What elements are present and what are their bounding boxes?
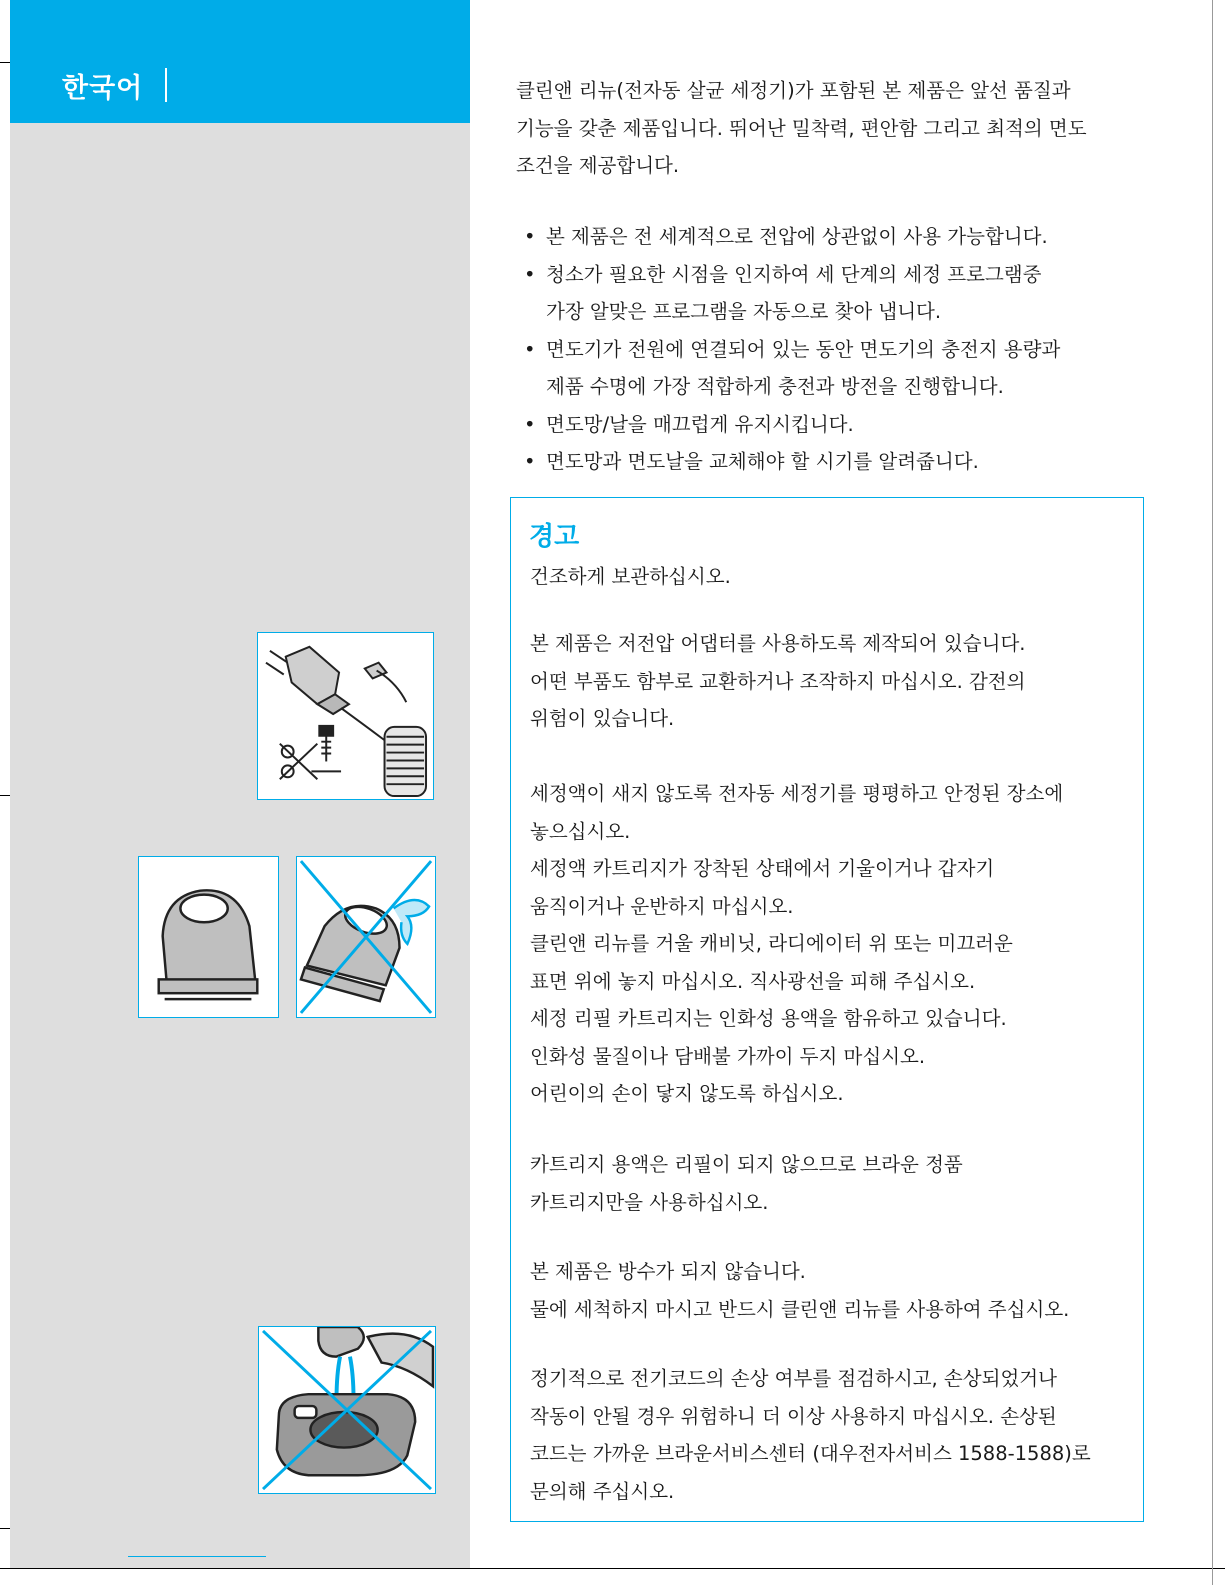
warning-line: 정기적으로 전기코드의 손상 여부를 점검하시고, 손상되었거나 <box>530 1367 1057 1390</box>
cleaning-station-icon <box>139 857 278 1017</box>
no-water-rinse-illustration <box>258 1326 436 1494</box>
crop-mark <box>0 1528 10 1529</box>
warning-line: 놓으십시오. <box>530 819 631 843</box>
water-rinse-icon <box>259 1327 435 1493</box>
feature-text: 제품 수명에 가장 적합하게 충전과 방전을 진행합니다. <box>546 375 1004 398</box>
warning-paragraph <box>530 1253 1135 1328</box>
warning-line: 표면 위에 놓지 마십시오. 직사광선을 피해 주십시오. <box>530 969 976 993</box>
crop-mark <box>0 62 10 63</box>
warning-paragraph <box>530 1360 1135 1510</box>
language-title-bar <box>165 68 167 102</box>
warning-line: 본 제품은 방수가 되지 않습니다. <box>530 1260 806 1283</box>
crop-mark <box>1212 0 1213 1585</box>
feature-text: 본 제품은 전 세계적으로 전압에 상관없이 사용 가능합니다. <box>546 225 1048 248</box>
footer-rule <box>128 1556 266 1557</box>
warning-line: 세정액 카트리지가 장착된 상태에서 기울이거나 갑자기 <box>530 857 995 880</box>
warning-line: 작동이 안될 경우 위험하니 더 이상 사용하지 마십시오. 손상된 <box>530 1404 1057 1428</box>
warning-line: 건조하게 보관하십시오. <box>530 565 731 588</box>
feature-text: 면도망과 면도날을 교체해야 할 시기를 알려줍니다. <box>546 450 979 473</box>
intro-line: 기능을 갖춘 제품입니다. 뛰어난 밀착력, 편안함 그리고 최적의 면도 <box>516 116 1087 140</box>
feature-item <box>516 331 1166 406</box>
power-plug-illustration <box>257 632 434 800</box>
warning-paragraph <box>530 775 1135 1113</box>
warning-line: 세정액이 새지 않도록 전자동 세정기를 평평하고 안정된 장소에 <box>530 782 1064 805</box>
plug-icon <box>258 633 433 799</box>
feature-text: 가장 알맞은 프로그램을 자동으로 찾아 냅니다. <box>546 300 942 323</box>
warning-line: 본 제품은 저전압 어댑터를 사용하도록 제작되어 있습니다. <box>530 632 1026 655</box>
feature-item <box>516 443 1166 481</box>
warning-title: 경고 <box>529 522 580 552</box>
warning-line: 세정 리필 카트리지는 인화성 용액을 함유하고 있습니다. <box>530 1007 1007 1030</box>
feature-list <box>516 218 1166 481</box>
feature-text: 면도기가 전원에 연결되어 있는 동안 면도기의 충전지 용량과 <box>546 337 1061 361</box>
warning-paragraph <box>530 558 1135 596</box>
feature-item <box>516 256 1166 331</box>
warning-line: 물에 세척하지 마시고 반드시 클린앤 리뉴를 사용하여 주십시오. <box>530 1297 1070 1321</box>
station-tilted-crossed-illustration <box>296 856 436 1018</box>
station-upright-illustration <box>138 856 279 1018</box>
tilted-station-icon <box>297 857 435 1017</box>
feature-item <box>516 218 1166 256</box>
crop-mark <box>0 1568 1225 1569</box>
warning-paragraph <box>530 1146 1135 1221</box>
warning-line: 어린이의 손이 닿지 않도록 하십시오. <box>530 1082 844 1105</box>
crop-mark <box>0 795 10 796</box>
warning-line: 어떤 부품도 함부로 교환하거나 조작하지 마십시오. 감전의 <box>530 669 1026 693</box>
intro-line: 클린앤 리뉴(전자동 살균 세정기)가 포함된 본 제품은 앞선 품질과 <box>516 79 1071 102</box>
warning-line: 위험이 있습니다. <box>530 707 675 730</box>
warning-line: 코드는 가까운 브라운서비스센터 (대우전자서비스 1588-1588)로 <box>530 1442 1091 1465</box>
warning-line: 클린앤 리뉴를 거울 캐비닛, 라디에이터 위 또는 미끄러운 <box>530 932 1013 955</box>
warning-line: 카트리지만을 사용하십시오. <box>530 1190 769 1214</box>
feature-item <box>516 406 1166 444</box>
intro-paragraph <box>516 72 1176 185</box>
language-title: 한국어 <box>62 73 144 104</box>
warning-line: 인화성 물질이나 담배불 가까이 두지 마십시오. <box>530 1044 926 1068</box>
feature-text: 청소가 필요한 시점을 인지하여 세 단계의 세정 프로그램중 <box>546 262 1042 286</box>
feature-text: 면도망/날을 매끄럽게 유지시킵니다. <box>546 412 854 436</box>
warning-paragraph <box>530 625 1135 738</box>
intro-line: 조건을 제공합니다. <box>516 154 680 177</box>
warning-line: 문의해 주십시오. <box>530 1479 675 1503</box>
warning-line: 움직이거나 운반하지 마십시오. <box>530 894 794 918</box>
warning-line: 카트리지 용액은 리필이 되지 않으므로 브라운 정품 <box>530 1153 963 1176</box>
